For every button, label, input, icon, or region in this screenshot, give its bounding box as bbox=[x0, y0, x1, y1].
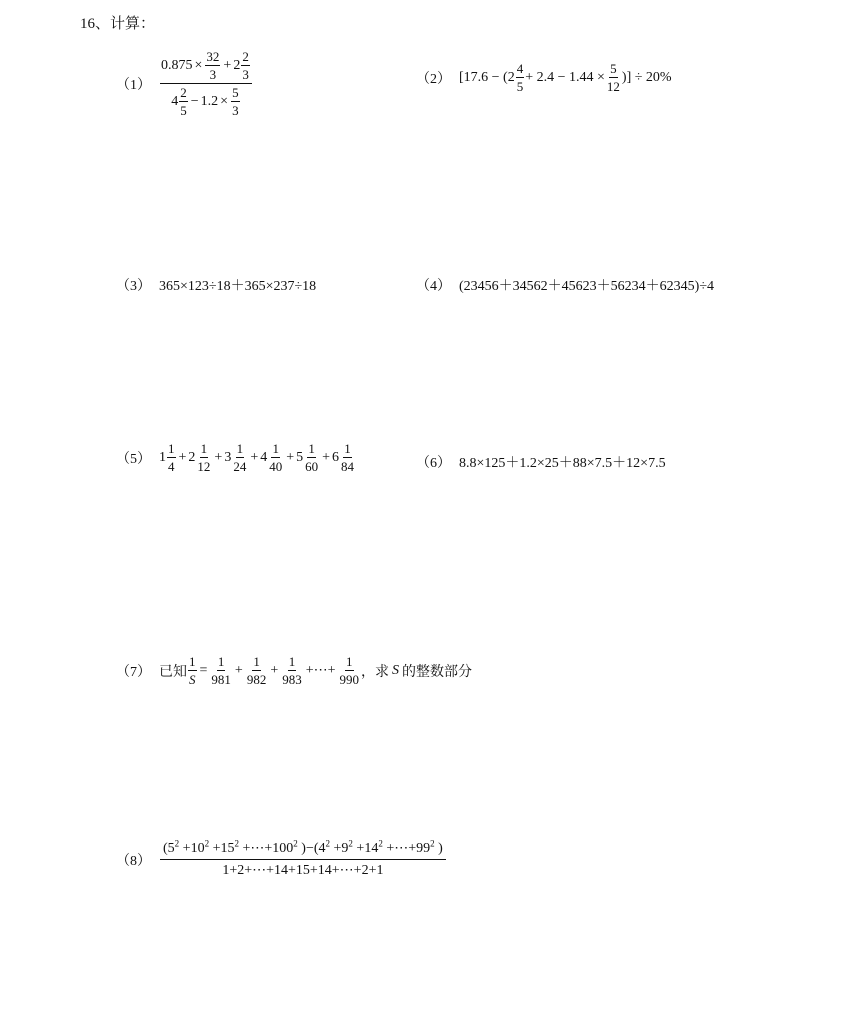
p5-den: 84 bbox=[341, 459, 355, 474]
p7-fraction-2 bbox=[246, 655, 268, 686]
p7-known: 已知 bbox=[159, 664, 187, 680]
p7-tail-a: ，求 bbox=[361, 664, 390, 680]
p5-whole: 3 bbox=[224, 449, 232, 465]
problem-3-label: （3） bbox=[116, 279, 151, 294]
p7-f2-den: 982 bbox=[246, 672, 267, 687]
p2-d2: 12 bbox=[606, 79, 620, 94]
problem-4-expression: (23456＋34562＋45623＋56234＋62345)÷4 bbox=[459, 279, 715, 294]
problem-7: （7） 已知 $\frac{1}{S}$ = $\frac{1}{981}$ + $\frac{1}{982}$ + $\frac{1}{983}$ +⋯+ $\frac{1}{990}$ ，求 S 的整数部分 bbox=[116, 654, 473, 687]
p2-part-3: )] ÷ 20% bbox=[621, 69, 672, 85]
p5-term bbox=[224, 442, 248, 473]
problem-1-main-fraction bbox=[160, 50, 252, 117]
p7-tail-b: 的整数部分 bbox=[402, 664, 473, 680]
p7-f3-den: 983 bbox=[282, 672, 302, 687]
p5-whole: 4 bbox=[260, 449, 268, 465]
p5-den: 40 bbox=[269, 459, 283, 474]
p5-den: 12 bbox=[197, 459, 211, 474]
p5-num: 1 bbox=[168, 441, 175, 456]
problem-2 bbox=[416, 62, 672, 93]
p7-f4-num: 1 bbox=[346, 654, 353, 669]
p1-d-den: 5 bbox=[180, 103, 187, 118]
p2-d1: 5 bbox=[516, 79, 524, 94]
p5-whole: 6 bbox=[332, 449, 340, 465]
p2-part-1: [17.6 − (2 bbox=[459, 69, 515, 85]
p1-times: × bbox=[194, 57, 203, 73]
p5-den: 4 bbox=[168, 459, 175, 474]
p1-d-fraction bbox=[179, 86, 188, 117]
p7-s-num: 1 bbox=[189, 654, 196, 669]
p5-plus: + bbox=[286, 449, 295, 465]
problem-8-fraction bbox=[160, 838, 446, 878]
p5-term bbox=[260, 442, 284, 473]
p2-n2: 5 bbox=[610, 61, 617, 76]
problem-6-label: （6） bbox=[416, 456, 451, 471]
problem-8-label: （8） bbox=[116, 854, 151, 869]
p7-f3-num: 1 bbox=[288, 654, 296, 669]
p5-plus: + bbox=[322, 449, 331, 465]
p7-fraction-4 bbox=[339, 655, 361, 686]
p1-minus: − bbox=[190, 93, 199, 109]
p5-plus: + bbox=[178, 449, 187, 465]
p1-d-mixed bbox=[171, 86, 189, 117]
problem-1 bbox=[116, 50, 253, 117]
p1-c-whole: 2 bbox=[233, 57, 241, 73]
p5-num: 1 bbox=[200, 441, 208, 456]
p5-whole: 2 bbox=[188, 449, 196, 465]
p5-term bbox=[159, 442, 177, 473]
problem-1-numerator bbox=[160, 50, 252, 84]
p7-tail-var: S bbox=[392, 662, 400, 678]
p1-times2: × bbox=[220, 93, 229, 109]
problem-2-label: （2） bbox=[416, 71, 451, 87]
p5-num: 1 bbox=[236, 441, 244, 456]
p1-c-den: 3 bbox=[242, 67, 249, 82]
p7-f1-den: 981 bbox=[211, 672, 231, 687]
p7-f4-den: 990 bbox=[339, 672, 360, 687]
p2-part-2: + 2.4 − 1.44 × bbox=[525, 69, 605, 85]
problem-6 bbox=[416, 452, 666, 472]
p1-f-fraction bbox=[231, 86, 240, 117]
p1-f-den: 3 bbox=[232, 103, 239, 118]
p5-term bbox=[332, 442, 356, 473]
p5-den: 60 bbox=[305, 459, 319, 474]
p1-b-num: 32 bbox=[206, 49, 220, 64]
p7-dots: +⋯+ bbox=[305, 663, 336, 678]
p5-fraction bbox=[268, 442, 283, 473]
p2-fraction-1 bbox=[516, 62, 525, 93]
p5-fraction bbox=[167, 442, 176, 473]
problem-4-label: （4） bbox=[416, 279, 451, 294]
p7-eq: = bbox=[199, 662, 208, 678]
p5-whole: 1 bbox=[159, 449, 166, 465]
problem-8-denominator: 1+2+⋯+14+15+14+⋯+2+1 bbox=[222, 863, 384, 878]
problem-3-expression: 365×123÷18＋365×237÷18 bbox=[159, 279, 317, 294]
p5-num: 1 bbox=[308, 441, 315, 456]
p5-plus: + bbox=[214, 449, 223, 465]
p1-a: 0.875 bbox=[161, 57, 193, 73]
p7-fraction-1 bbox=[210, 655, 232, 686]
problem-1-label: （1） bbox=[116, 77, 151, 93]
p7-s-fraction bbox=[188, 655, 197, 686]
p7-fraction-3 bbox=[281, 655, 303, 686]
p5-fraction bbox=[340, 442, 355, 473]
p5-term bbox=[296, 442, 320, 473]
p5-term bbox=[188, 442, 212, 473]
p5-num: 1 bbox=[344, 441, 351, 456]
problem-6-expression: 8.8×125＋1.2×25＋88×7.5＋12×7.5 bbox=[459, 456, 666, 471]
problem-8 bbox=[116, 838, 447, 878]
p2-n1: 4 bbox=[516, 61, 524, 76]
p1-b-den: 3 bbox=[209, 67, 217, 82]
p5-whole: 5 bbox=[296, 449, 304, 465]
p2-fraction-2 bbox=[606, 62, 621, 93]
p1-c-fraction bbox=[241, 50, 250, 81]
p5-fraction bbox=[232, 442, 247, 473]
p7-f1-num: 1 bbox=[217, 654, 225, 669]
p1-plus: + bbox=[223, 57, 232, 73]
problem-heading: 16、计算： bbox=[80, 16, 156, 32]
p1-c-num: 2 bbox=[242, 49, 249, 64]
p5-plus: + bbox=[250, 449, 259, 465]
p5-fraction bbox=[196, 442, 211, 473]
p5-fraction bbox=[304, 442, 319, 473]
p1-e: 1.2 bbox=[200, 93, 219, 109]
p1-b-fraction bbox=[205, 50, 220, 81]
p7-f2-num: 1 bbox=[253, 654, 260, 669]
problem-5 bbox=[116, 442, 356, 473]
problem-8-numerator: ($5^2 +10^2 +15^2$ $+\cdots+100^2$ )$-(4^2 +9^2 +14^2$ $+\cdots+99^2$ ) bbox=[160, 842, 446, 860]
p1-d-num: 2 bbox=[180, 85, 187, 100]
p5-num: 1 bbox=[272, 441, 279, 456]
problem-3 bbox=[116, 275, 316, 295]
problem-4 bbox=[416, 275, 714, 295]
problem-1-denominator bbox=[170, 84, 241, 117]
p5-den: 24 bbox=[233, 459, 247, 474]
p1-f-num: 5 bbox=[232, 85, 239, 100]
problem-5-label: （5） bbox=[116, 451, 151, 467]
problem-7-label: （7） bbox=[116, 664, 151, 680]
p1-d-whole: 4 bbox=[171, 93, 179, 109]
p7-s-var: S bbox=[189, 672, 196, 687]
p1-c-mixed bbox=[233, 50, 251, 81]
